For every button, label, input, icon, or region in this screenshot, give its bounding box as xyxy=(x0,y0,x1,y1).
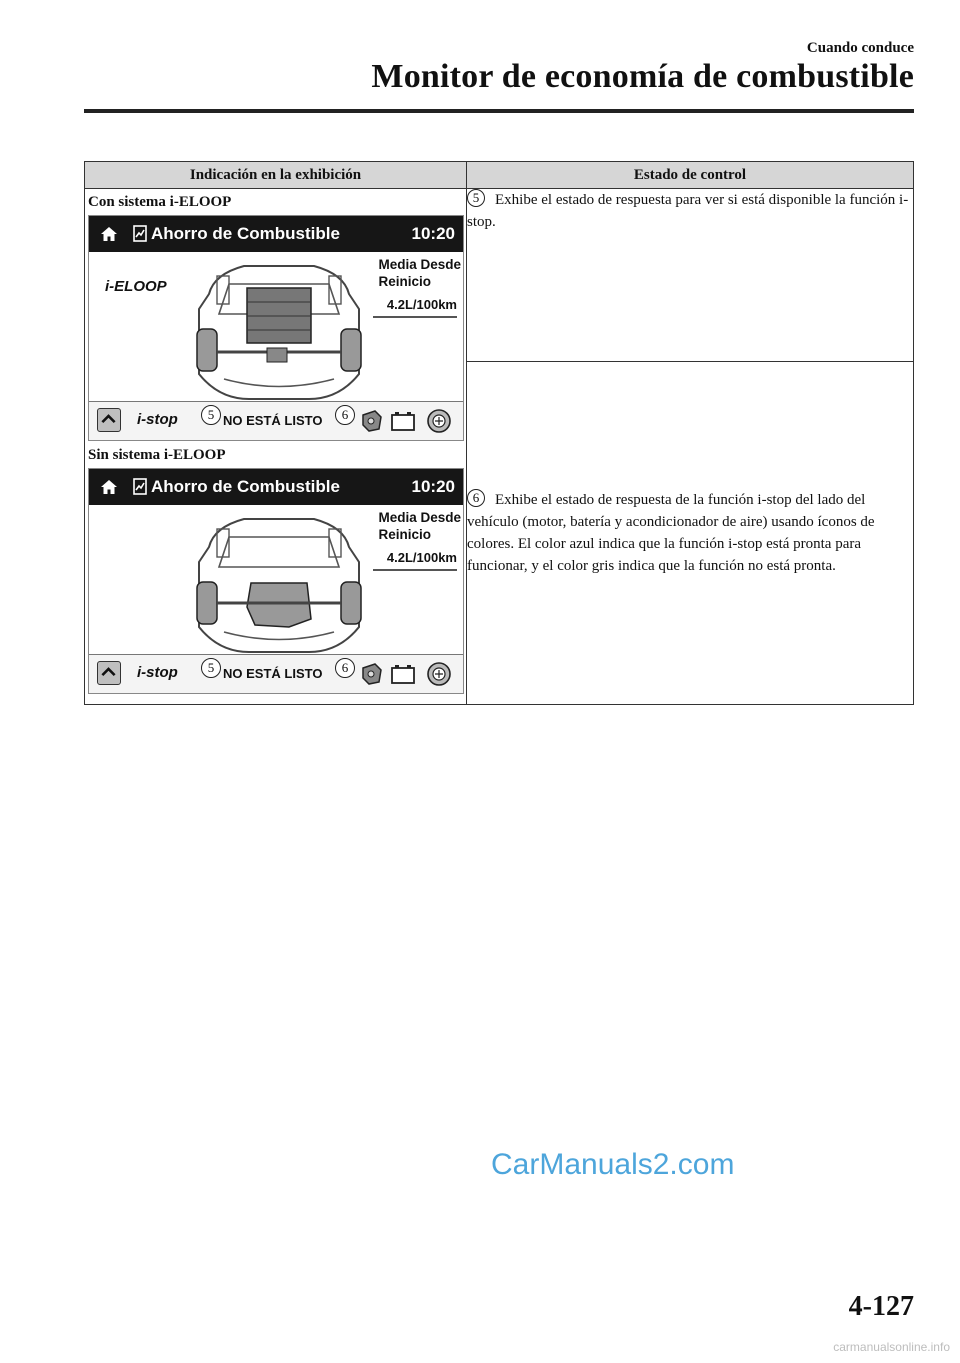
car-outline xyxy=(189,507,369,657)
callout-6: 6 xyxy=(467,489,485,507)
media-line-2: Reinicio xyxy=(378,274,431,289)
fuel-divider xyxy=(373,569,457,571)
screen-title-bar xyxy=(89,469,463,505)
air-conditioner-icon xyxy=(425,407,453,435)
fuel-divider xyxy=(373,316,457,318)
scroll-up-button[interactable] xyxy=(97,661,121,685)
screen-title-bar xyxy=(89,216,463,252)
manual-table xyxy=(84,161,914,705)
callout-5: 5 xyxy=(201,658,221,678)
callout-6: 6 xyxy=(335,405,355,425)
control-state-5 xyxy=(467,189,914,362)
watermark-footer: carmanualsonline.info xyxy=(833,1340,950,1354)
callout-5: 5 xyxy=(201,405,221,425)
home-icon xyxy=(99,224,119,244)
media-line-1: Media Desde xyxy=(378,257,461,272)
page-title: Monitor de economía de combustible xyxy=(371,58,914,95)
description-5: Exhibe el estado de respuesta para ver si está disponible la función i-stop. xyxy=(467,192,909,230)
battery-icon xyxy=(389,660,417,688)
car-outline-eloop xyxy=(189,254,369,404)
fuel-economy-icon xyxy=(133,225,149,243)
callout-6: 6 xyxy=(335,658,355,678)
media-line-1: Media Desde xyxy=(378,510,461,525)
display-cell xyxy=(85,189,467,705)
label-without-eloop: Sin sistema i-ELOOP xyxy=(88,447,226,463)
chevron-up-icon xyxy=(98,409,119,430)
engine-icon xyxy=(357,407,385,435)
screen-title: Ahorro de Combustible xyxy=(151,477,340,496)
label-with-eloop: Con sistema i-ELOOP xyxy=(88,194,232,210)
fuel-value-unit: L/100km xyxy=(404,550,457,565)
fuel-value-number: 4.2 xyxy=(386,297,405,312)
header-rule xyxy=(84,109,914,113)
clock: 10:20 xyxy=(411,477,455,496)
header-section: Cuando conduce xyxy=(806,40,914,56)
col-header-display: Indicación en la exhibición xyxy=(85,162,467,189)
engine-icon xyxy=(357,660,385,688)
display-screen-with-eloop xyxy=(88,215,464,441)
table-header-row xyxy=(85,162,914,189)
table-row xyxy=(85,189,914,362)
col-header-control: Estado de control xyxy=(467,162,914,189)
screen-title: Ahorro de Combustible xyxy=(151,224,340,243)
page-number: 4-127 xyxy=(848,1291,914,1322)
clock: 10:20 xyxy=(411,224,455,243)
watermark-logo: CarManuals2.com xyxy=(491,1148,735,1181)
istop-label: i-stop xyxy=(137,411,178,428)
istop-label: i-stop xyxy=(137,664,178,681)
fuel-value-number: 4.2 xyxy=(386,550,405,565)
istop-status-bar xyxy=(89,401,463,440)
fuel-economy-value xyxy=(387,297,457,312)
home-icon xyxy=(99,477,119,497)
istop-status-bar xyxy=(89,654,463,693)
display-screen-without-eloop xyxy=(88,468,464,694)
media-label xyxy=(378,256,461,290)
fuel-economy-value xyxy=(387,550,457,565)
media-line-2: Reinicio xyxy=(378,527,431,542)
istop-status-text: NO ESTÁ LISTO xyxy=(223,413,323,428)
control-state-6 xyxy=(467,362,914,705)
eloop-label: i-ELOOP xyxy=(105,278,167,295)
battery-icon xyxy=(389,407,417,435)
fuel-value-unit: L/100km xyxy=(404,297,457,312)
media-label xyxy=(378,509,461,543)
scroll-up-button[interactable] xyxy=(97,408,121,432)
air-conditioner-icon xyxy=(425,660,453,688)
istop-status-text: NO ESTÁ LISTO xyxy=(223,666,323,681)
chevron-up-icon xyxy=(98,662,119,683)
callout-5: 5 xyxy=(467,189,485,207)
description-6: Exhibe el estado de respuesta de la función i-stop del lado del vehículo (motor, batería y acondicionador de aire) usando íconos de colores. El color azul indica que la función i-stop está pronta para funcionar, y el color gris indica que la función no está pronta. xyxy=(467,492,875,575)
fuel-economy-icon xyxy=(133,478,149,496)
